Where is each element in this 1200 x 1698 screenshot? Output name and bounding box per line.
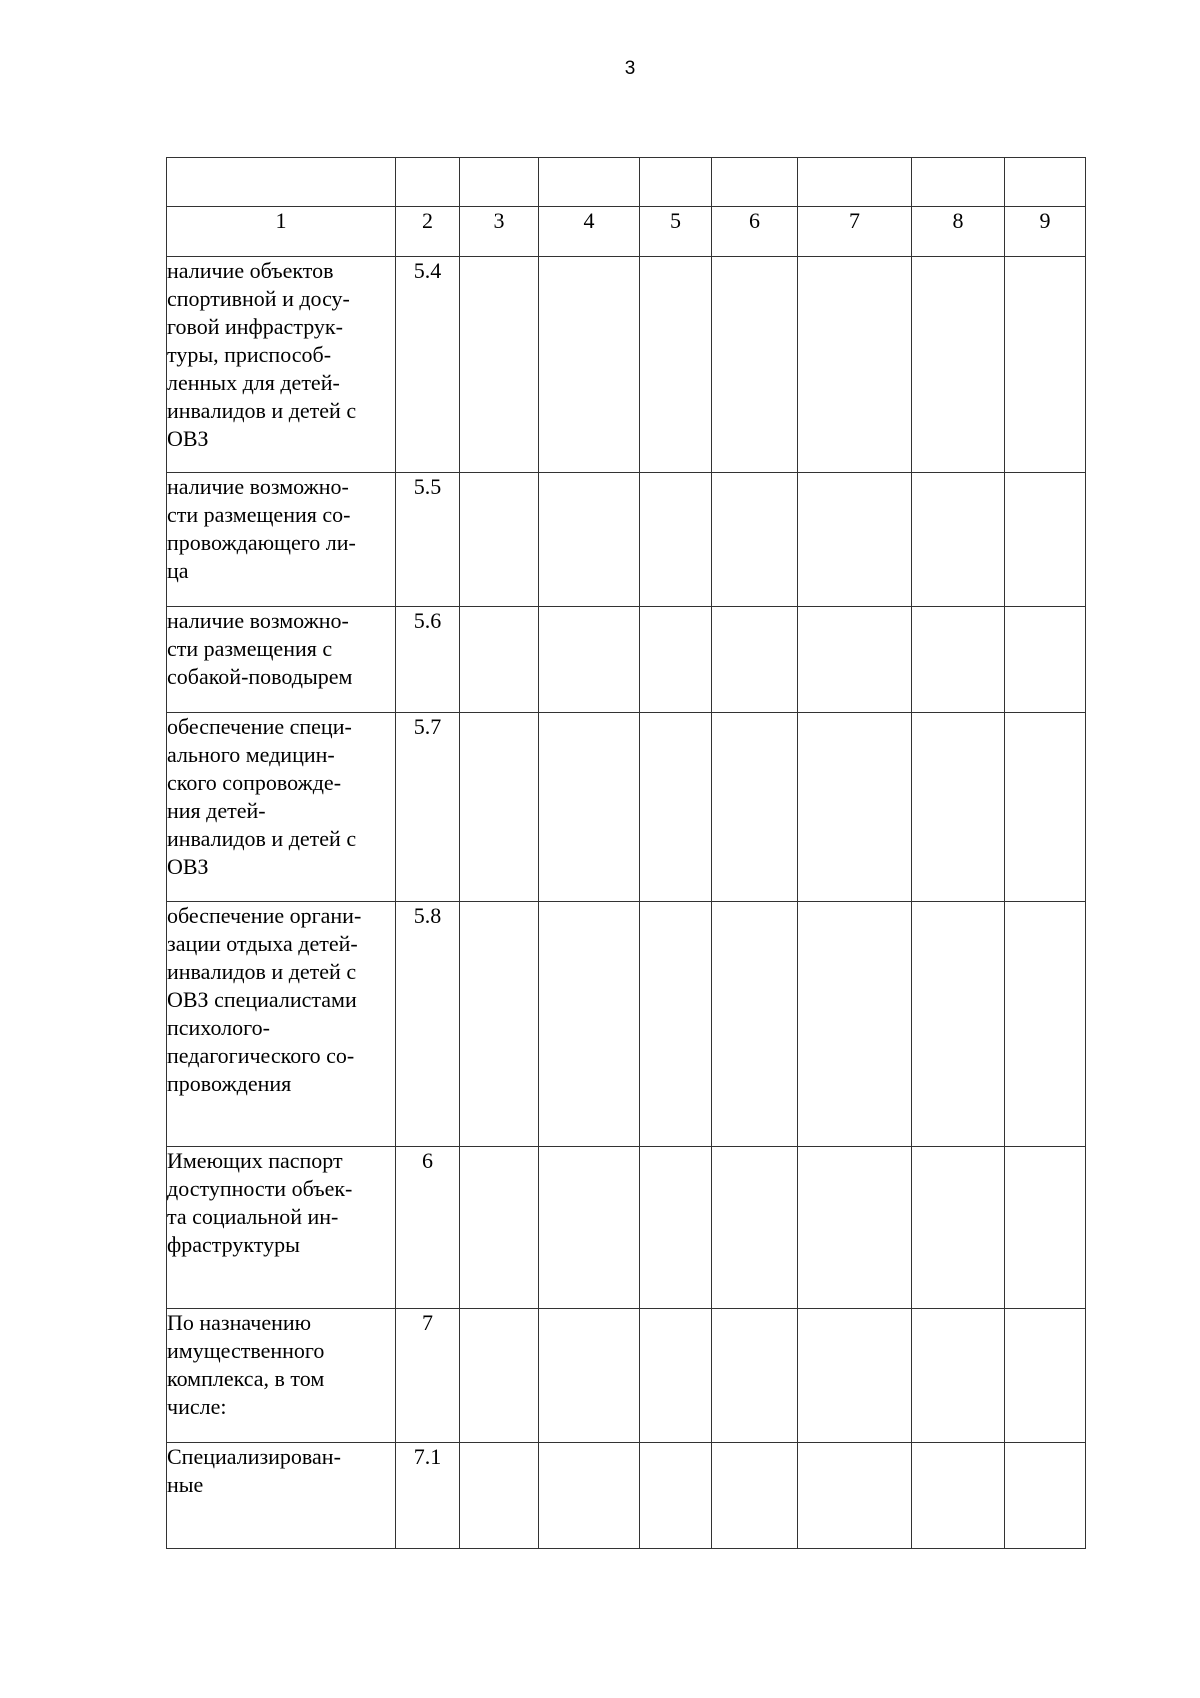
row-name-cell [167, 473, 396, 607]
row-name-cell [167, 607, 396, 713]
table-cell [712, 473, 798, 607]
table-cell [640, 257, 712, 473]
table-cell [640, 902, 712, 1147]
row-name-cell [167, 257, 396, 473]
table-cell [712, 158, 798, 207]
table-cell [167, 158, 396, 207]
table-cell [539, 1443, 640, 1549]
table-cell [1005, 473, 1086, 607]
table-header-blank-row [167, 158, 1086, 207]
table-cell [712, 1309, 798, 1443]
table-cell [640, 713, 712, 902]
table-cell [712, 607, 798, 713]
row-code: 5.5 [396, 473, 460, 607]
column-number: 6 [712, 207, 798, 257]
row-name: наличие возможно- сти размещения со- провождающего ли- ца [167, 474, 356, 583]
table-cell [798, 713, 912, 902]
table-cell [912, 902, 1005, 1147]
row-code: 5.4 [396, 257, 460, 473]
row-code: 5.8 [396, 902, 460, 1147]
row-name: обеспечение специ- ального медицин- ского сопровожде- ния детей- инвалидов и детей с ОВЗ [167, 714, 357, 879]
table-cell [539, 607, 640, 713]
table-cell [1005, 1147, 1086, 1309]
table-cell [712, 713, 798, 902]
table-cell [539, 1147, 640, 1309]
table-row [167, 902, 1086, 1147]
table-cell [712, 257, 798, 473]
data-table [166, 157, 1086, 1549]
row-name: наличие возможно- сти размещения с собакой-поводырем [167, 608, 353, 689]
table-cell [539, 902, 640, 1147]
table-cell [1005, 1443, 1086, 1549]
table-cell [798, 1309, 912, 1443]
table-cell [539, 473, 640, 607]
column-number: 2 [396, 207, 460, 257]
table-cell [460, 1309, 539, 1443]
table-cell [912, 158, 1005, 207]
column-number: 7 [798, 207, 912, 257]
table-cell [798, 473, 912, 607]
table-cell [1005, 902, 1086, 1147]
table-cell [640, 1443, 712, 1549]
table-cell [798, 158, 912, 207]
table-row [167, 1147, 1086, 1309]
table-cell [460, 158, 539, 207]
table-cell [640, 473, 712, 607]
row-name-cell [167, 1443, 396, 1549]
table-cell [712, 1147, 798, 1309]
table-cell [712, 902, 798, 1147]
table-cell [539, 257, 640, 473]
row-name: Имеющих паспорт доступности объек- та социальной ин- фраструктуры [167, 1148, 353, 1257]
table-cell [1005, 257, 1086, 473]
table-cell [1005, 713, 1086, 902]
table-cell [798, 257, 912, 473]
column-number-row [167, 207, 1086, 257]
table-cell [460, 1147, 539, 1309]
table-cell [912, 1443, 1005, 1549]
table-cell [460, 902, 539, 1147]
column-number: 3 [460, 207, 539, 257]
column-number: 9 [1005, 207, 1086, 257]
row-name: По назначению имущественного комплекса, в том числе: [167, 1310, 325, 1419]
row-name: Специализирован- ные [167, 1444, 341, 1497]
row-code: 5.6 [396, 607, 460, 713]
table-cell [912, 1309, 1005, 1443]
column-number: 5 [640, 207, 712, 257]
row-name-cell [167, 1147, 396, 1309]
table-cell [798, 902, 912, 1147]
row-name: наличие объектов спортивной и досу- говой инфраструк- туры, приспособ- ленных для детей- инвалидов и детей с ОВЗ [167, 258, 357, 451]
table-row [167, 1443, 1086, 1549]
table-cell [798, 607, 912, 713]
table-cell [640, 1309, 712, 1443]
table-row [167, 257, 1086, 473]
table-cell [640, 158, 712, 207]
table-cell [1005, 1309, 1086, 1443]
table-row [167, 1309, 1086, 1443]
row-code: 5.7 [396, 713, 460, 902]
row-name-cell [167, 902, 396, 1147]
table-cell [798, 1443, 912, 1549]
table-cell [712, 1443, 798, 1549]
table-cell [460, 713, 539, 902]
table-cell [460, 257, 539, 473]
table-cell [539, 158, 640, 207]
table-cell [912, 1147, 1005, 1309]
row-code: 6 [396, 1147, 460, 1309]
table-cell [396, 158, 460, 207]
table-cell [460, 1443, 539, 1549]
row-code: 7.1 [396, 1443, 460, 1549]
table-cell [1005, 158, 1086, 207]
table-cell [460, 607, 539, 713]
table-cell [640, 607, 712, 713]
table-cell [539, 713, 640, 902]
table-cell [912, 257, 1005, 473]
table-row [167, 607, 1086, 713]
row-name-cell [167, 713, 396, 902]
row-name: обеспечение органи- зации отдыха детей- инвалидов и детей с ОВЗ специалистами психолого- педагогического со- провождения [167, 903, 362, 1096]
row-name-cell [167, 1309, 396, 1443]
table-row [167, 713, 1086, 902]
table-cell [1005, 607, 1086, 713]
table-cell [460, 473, 539, 607]
table-cell [798, 1147, 912, 1309]
page-number: 3 [624, 58, 636, 79]
column-number: 8 [912, 207, 1005, 257]
table-cell [640, 1147, 712, 1309]
table-cell [912, 607, 1005, 713]
table-row [167, 473, 1086, 607]
column-number: 1 [167, 207, 396, 257]
table-cell [539, 1309, 640, 1443]
table-cell [912, 473, 1005, 607]
row-code: 7 [396, 1309, 460, 1443]
column-number: 4 [539, 207, 640, 257]
table-cell [912, 713, 1005, 902]
